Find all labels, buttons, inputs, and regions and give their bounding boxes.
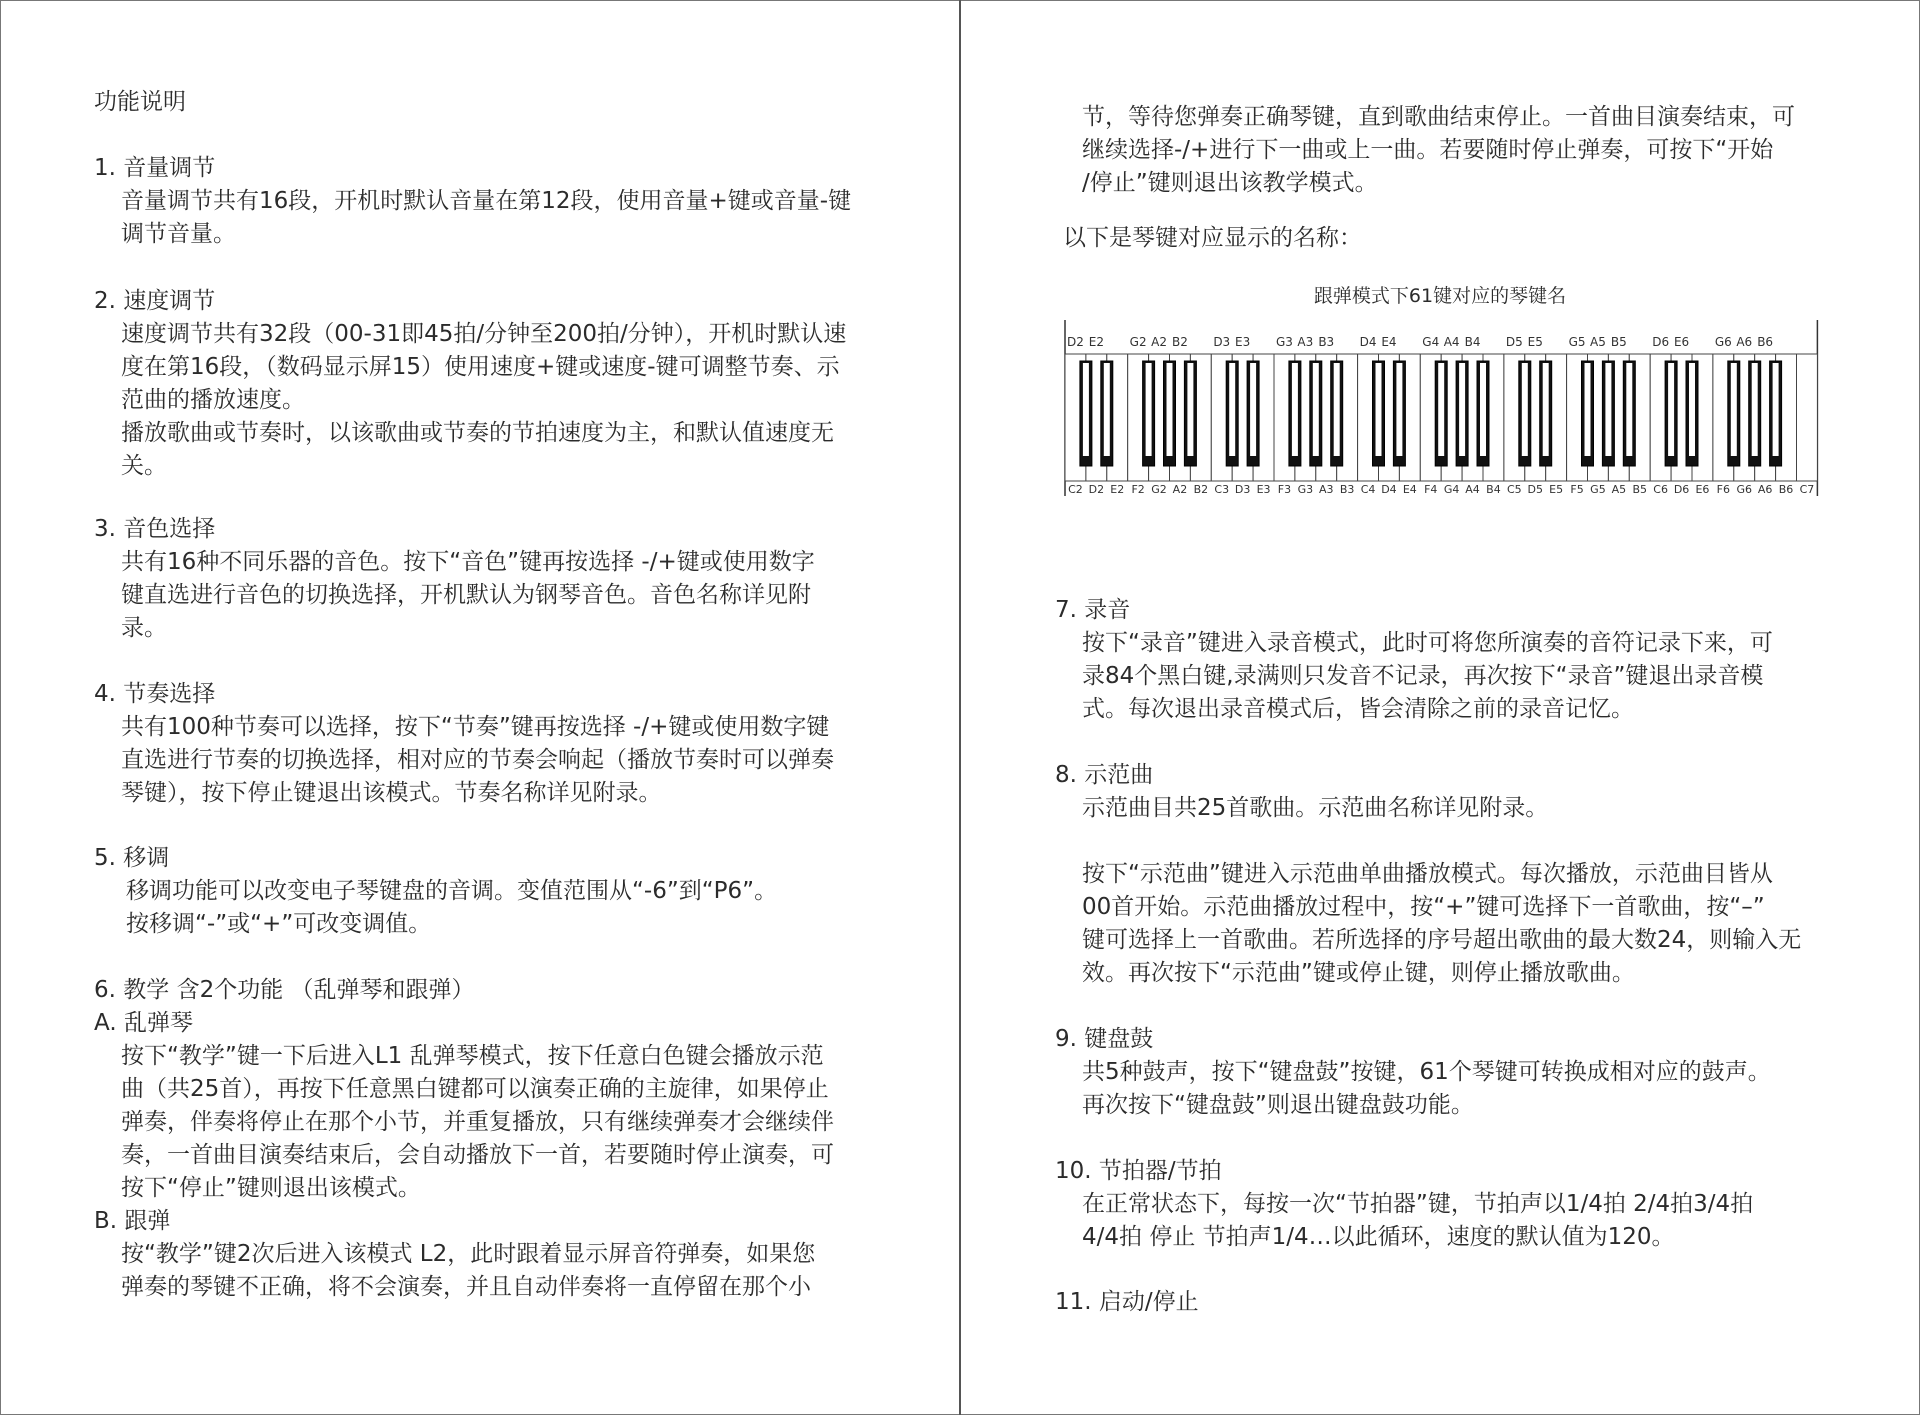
section-4-body: [94, 711, 874, 810]
text-line: 按“教学”键2次后进入该模式 L2，此时跟着显示屏音符弹奏，如果您: [121, 1241, 816, 1267]
black-key-label: B3: [1318, 335, 1335, 349]
text-line: 调节音量。: [121, 221, 236, 247]
text-line: /停止”键则退出该教学模式。: [1082, 170, 1378, 196]
black-key-highlight: [1752, 363, 1758, 456]
white-key-label: C3: [1214, 483, 1230, 496]
black-key-label: A3: [1297, 335, 1314, 349]
white-key-label: F4: [1424, 483, 1438, 496]
black-key-label: A5: [1590, 335, 1606, 349]
white-key-label: F6: [1716, 483, 1731, 496]
white-key-label: D4: [1381, 483, 1397, 496]
black-key-highlight: [1146, 363, 1152, 456]
white-key-label: F2: [1131, 483, 1145, 496]
section-6a-title: A. 乱弹琴: [94, 1010, 193, 1036]
black-key-highlight: [1376, 363, 1382, 456]
keyboard-diagram: [1060, 283, 1820, 523]
section-9-body: [1055, 1056, 1825, 1122]
black-key-label: B2: [1172, 335, 1188, 349]
text-line: 录。: [121, 615, 167, 641]
black-key-label: G3: [1275, 335, 1293, 349]
black-key-label: D5: [1505, 335, 1523, 349]
text-line: 按下“示范曲”键进入示范曲单曲播放模式。每次播放，示范曲目皆从: [1082, 861, 1773, 887]
black-key-highlight: [1229, 363, 1235, 456]
text-line: 录84个黑白键,录满则只发音不记录，再次按下“录音”键退出录音模: [1082, 663, 1764, 689]
black-key-highlight: [1313, 363, 1319, 456]
text-line: 在正常状态下，每按一次“节拍器”键，节拍声以1/4拍 2/4拍3/4拍: [1082, 1191, 1754, 1217]
white-key: [1797, 354, 1818, 481]
text-line: 音量调节共有16段，开机时默认音量在第12段，使用音量+键或音量-键: [121, 188, 852, 214]
text-line: 按移调“-”或“+”可改变调值。: [126, 911, 432, 937]
black-key-label: G4: [1422, 335, 1440, 349]
black-key-highlight: [1292, 363, 1298, 456]
black-key-highlight: [1626, 363, 1632, 456]
section-8-body: [1055, 792, 1825, 825]
section-6a-body: [94, 1040, 874, 1205]
black-key-label: G2: [1129, 335, 1147, 349]
section-1-body: [94, 185, 874, 251]
section-3-title: 3. 音色选择: [94, 516, 216, 542]
black-key-label: E3: [1235, 335, 1251, 349]
white-key-label: B2: [1193, 483, 1209, 496]
key-names-intro: 以下是琴键对应显示的名称：: [1063, 225, 1362, 251]
black-key-highlight: [1396, 363, 1402, 456]
black-key-label: B5: [1610, 335, 1627, 349]
white-key-label: A5: [1611, 483, 1627, 496]
black-key-highlight: [1605, 363, 1611, 456]
text-line: 键可选择上一首歌曲。若所选择的序号超出歌曲的最大数24，则输入无: [1082, 927, 1802, 953]
text-line: 曲（共25首），再按下任意黑白键都可以演奏正确的主旋律，如果停止: [121, 1076, 829, 1102]
black-key-label: A4: [1443, 335, 1460, 349]
black-key-highlight: [1334, 363, 1340, 456]
text-line: 关。: [121, 453, 167, 479]
white-key-label: A6: [1757, 483, 1773, 496]
text-line: 效。再次按下“示范曲”键或停止键，则停止播放歌曲。: [1082, 960, 1635, 986]
white-key-label: G4: [1443, 483, 1460, 496]
section-9-title: 9. 键盘鼓: [1055, 1026, 1154, 1052]
black-key-highlight: [1731, 363, 1737, 456]
section-6b-title: B. 跟弹: [94, 1208, 171, 1234]
black-key-label: D6: [1652, 335, 1670, 349]
text-line: 继续选择-/+进行下一曲或上一曲。若要随时停止弹奏，可按下“开始: [1082, 137, 1774, 163]
black-key-highlight: [1250, 363, 1256, 456]
keyboard-svg: [1060, 318, 1820, 523]
text-line: 范曲的播放速度。: [121, 387, 305, 413]
black-key-highlight: [1689, 363, 1695, 456]
white-key-label: B5: [1632, 483, 1648, 496]
white-key-label: C5: [1507, 483, 1522, 496]
white-key-label: D5: [1527, 483, 1543, 496]
white-key-label: D3: [1234, 483, 1251, 496]
black-key-highlight: [1668, 363, 1674, 456]
white-key-label: A2: [1172, 483, 1188, 496]
page-heading: 功能说明: [94, 89, 186, 115]
section-1-title: 1. 音量调节: [94, 155, 216, 181]
black-key-label: E6: [1673, 335, 1690, 349]
white-key-label: C4: [1360, 483, 1376, 496]
white-key-label: B4: [1486, 483, 1501, 496]
section-10-title: 10. 节拍器/节拍: [1055, 1158, 1222, 1184]
text-line: 奏，一首曲目演奏结束后，会自动播放下一首，若要随时停止演奏，可: [121, 1142, 834, 1168]
black-key-highlight: [1438, 363, 1444, 456]
text-line: 度在第16段，（数码显示屏15）使用速度+键或速度-键可调整节奏、示: [121, 354, 840, 380]
black-key-label: G5: [1568, 335, 1586, 349]
section-6b-continued: [1055, 101, 1825, 200]
text-line: 再次按下“键盘鼓”则退出键盘鼓功能。: [1082, 1092, 1474, 1118]
section-6b-body: [94, 1238, 874, 1304]
white-key-label: D2: [1088, 483, 1105, 496]
white-key-label: B3: [1339, 483, 1355, 496]
white-key-label: D6: [1673, 483, 1690, 496]
black-key-highlight: [1522, 363, 1528, 456]
black-key-label: D3: [1213, 335, 1231, 349]
text-line: 式。每次退出录音模式后，皆会清除之前的录音记忆。: [1082, 696, 1634, 722]
text-line: 播放歌曲或节奏时，以该歌曲或节奏的节拍速度为主，和默认值速度无: [121, 420, 834, 446]
black-key-label: D2: [1067, 335, 1084, 349]
text-line: 琴键），按下停止键退出该模式。节奏名称详见附录。: [121, 780, 662, 806]
black-key-highlight: [1104, 363, 1110, 456]
black-key-highlight: [1167, 363, 1173, 456]
section-2-title: 2. 速度调节: [94, 288, 216, 314]
section-10-body: [1055, 1188, 1825, 1254]
white-key-label: E3: [1256, 483, 1271, 496]
black-key-label: E2: [1088, 335, 1104, 349]
text-line: 00首开始。示范曲播放过程中，按“+”键可选择下一首歌曲，按“–”: [1082, 894, 1765, 920]
section-2-body: [94, 318, 874, 483]
section-3-body: [94, 546, 874, 645]
black-key-label: G6: [1714, 335, 1732, 349]
text-line: 弹奏的琴键不正确，将不会演奏，并且自动伴奏将一直停留在那个小: [121, 1274, 811, 1300]
page-divider: [959, 0, 961, 1415]
black-key-highlight: [1543, 363, 1549, 456]
white-key-label: A3: [1318, 483, 1334, 496]
black-key-label: A2: [1151, 335, 1167, 349]
section-11-title: 11. 启动/停止: [1055, 1289, 1199, 1315]
white-key-label: E6: [1695, 483, 1710, 496]
black-key-highlight: [1480, 363, 1486, 456]
text-line: 速度调节共有32段（00-31即45拍/分钟至200拍/分钟），开机时默认速: [121, 321, 847, 347]
text-line: 4/4拍 停止 节拍声1/4…以此循环，速度的默认值为120。: [1082, 1224, 1675, 1250]
black-key-highlight: [1585, 363, 1591, 456]
black-key-highlight: [1773, 363, 1779, 456]
white-key-label: E2: [1110, 483, 1125, 496]
section-4-title: 4. 节奏选择: [94, 681, 216, 707]
white-key-label: C6: [1653, 483, 1668, 496]
section-5-title: 5. 移调: [94, 845, 170, 871]
black-key-label: A6: [1736, 335, 1753, 349]
black-key-label: E4: [1381, 335, 1397, 349]
text-line: 共5种鼓声，按下“键盘鼓”按键，61个琴键可转换成相对应的鼓声。: [1082, 1059, 1771, 1085]
text-line: 移调功能可以改变电子琴键盘的音调。变值范围从“-6”到“P6”。: [126, 878, 778, 904]
text-line: 共有16种不同乐器的音色。按下“音色”键再按选择 -/+键或使用数字: [121, 549, 815, 575]
white-key-label: G3: [1297, 483, 1314, 496]
white-key-label: G5: [1590, 483, 1606, 496]
white-key-label: C7: [1799, 483, 1815, 496]
black-key-label: B6: [1757, 335, 1774, 349]
white-key-label: C2: [1068, 483, 1083, 496]
section-6-title: 6. 教学 含2个功能 （乱弹琴和跟弹）: [94, 977, 475, 1003]
white-key-label: G2: [1151, 483, 1167, 496]
black-key-label: B4: [1464, 335, 1481, 349]
text-line: 直选进行节奏的切换选择，相对应的节奏会响起（播放节奏时可以弹奏: [121, 747, 834, 773]
section-8-title: 8. 示范曲: [1055, 762, 1154, 788]
white-key-label: A4: [1465, 483, 1480, 496]
section-7-body: [1055, 627, 1825, 726]
text-line: 按下“录音”键进入录音模式，此时可将您所演奏的音符记录下来，可: [1082, 630, 1773, 656]
black-key-highlight: [1083, 363, 1089, 456]
text-line: 键直选进行音色的切换选择，开机默认为钢琴音色。音色名称详见附: [121, 582, 811, 608]
section-8-body-2: [1055, 858, 1825, 990]
text-line: 按下“停止”键则退出该模式。: [121, 1175, 421, 1201]
section-5-body: [94, 875, 874, 941]
section-7-title: 7. 录音: [1055, 597, 1131, 623]
text-line: 节，等待您弹奏正确琴键，直到歌曲结束停止。一首曲目演奏结束，可: [1082, 104, 1795, 130]
text-line: 按下“教学”键一下后进入L1 乱弹琴模式，按下任意白色键会播放示范: [121, 1043, 824, 1069]
text-line: 共有100种节奏可以选择，按下“节奏”键再按选择 -/+键或使用数字键: [121, 714, 830, 740]
white-key-label: E4: [1402, 483, 1417, 496]
text-line: 示范曲目共25首歌曲。示范曲名称详见附录。: [1082, 795, 1549, 821]
text-line: 弹奏，伴奏将停止在那个小节，并重复播放，只有继续弹奏才会继续伴: [121, 1109, 834, 1135]
white-key-label: F5: [1570, 483, 1584, 496]
white-key-label: E5: [1549, 483, 1564, 496]
white-key-label: F3: [1277, 483, 1292, 496]
white-key-label: B6: [1778, 483, 1794, 496]
black-key-label: E5: [1527, 335, 1543, 349]
black-key-highlight: [1187, 363, 1193, 456]
keyboard-title: 跟弹模式下61键对应的琴键名: [1313, 285, 1567, 307]
black-key-label: D4: [1359, 335, 1377, 349]
black-key-highlight: [1459, 363, 1465, 456]
white-key-label: G6: [1736, 483, 1753, 496]
